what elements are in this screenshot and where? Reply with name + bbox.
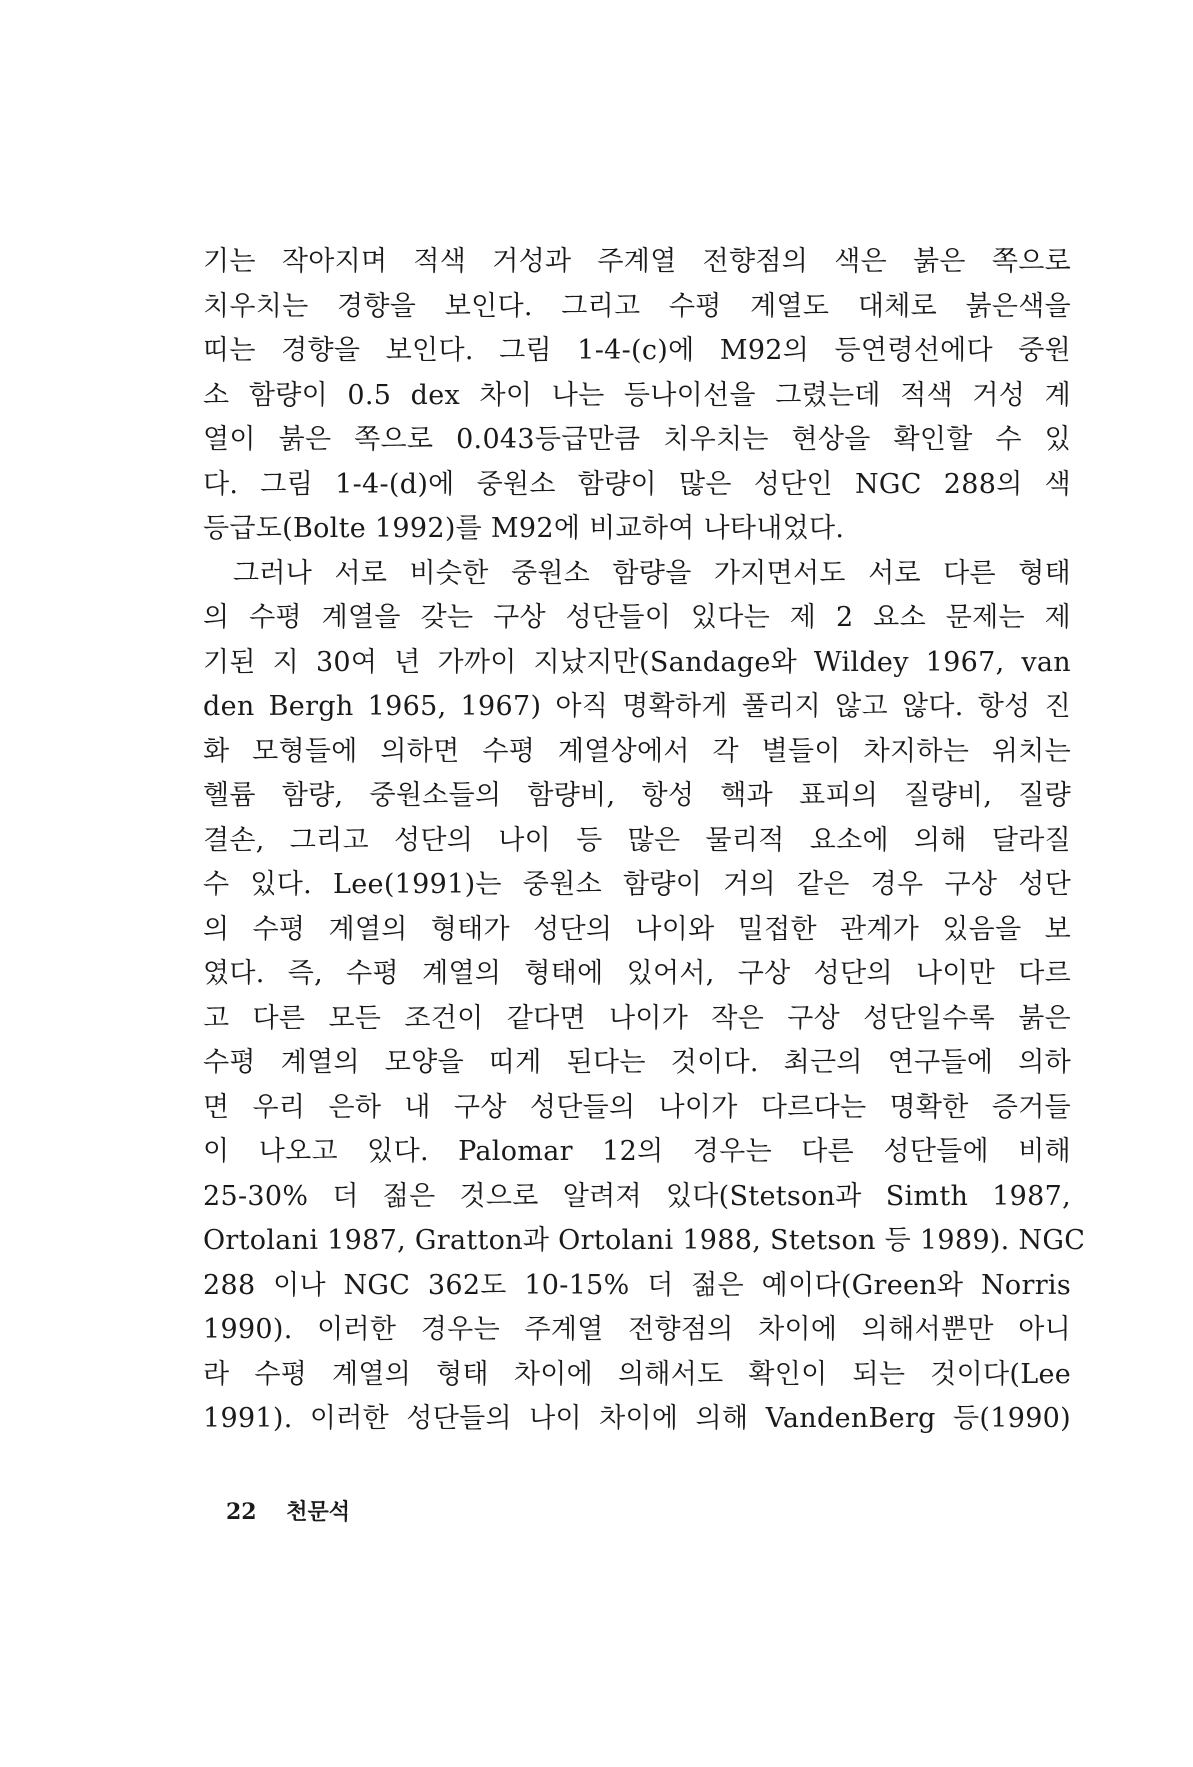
text-line: 1990). 이러한 경우는 주계열 전향점의 차이에 의해서뿐만 아니 bbox=[203, 1314, 1071, 1345]
text-line: 열이 붉은 쪽으로 0.043등급만큼 치우치는 현상을 확인할 수 있 bbox=[203, 424, 1071, 455]
text-line: 1991). 이러한 성단들의 나이 차이에 의해 VandenBerg 등(1990) bbox=[203, 1403, 1071, 1434]
text-line: 결손, 그리고 성단의 나이 등 많은 물리적 요소에 의해 달라질 bbox=[203, 824, 1071, 856]
text-line: 헬륨 함량, 중원소들의 함량비, 항성 핵과 표피의 질량비, 질량 bbox=[203, 780, 1071, 811]
running-title: 천문석 bbox=[286, 1499, 351, 1525]
text-line: 의 수평 계열의 형태가 성단의 나이와 밀접한 관계가 있음을 보 bbox=[203, 913, 1071, 945]
text-line: 288 이나 NGC 362도 10-15% 더 젊은 예이다(Green와 Norris bbox=[203, 1269, 1071, 1301]
text-line: 수평 계열의 모양을 띠게 된다는 것이다. 최근의 연구들에 의하 bbox=[203, 1047, 1071, 1078]
text-line: 고 다른 모든 조건이 같다면 나이가 작은 구상 성단일수록 붉은 bbox=[203, 1002, 1071, 1034]
text-line: 기는 작아지며 적색 거성과 주계열 전향점의 색은 붉은 쪽으로 bbox=[203, 246, 1071, 277]
text-line: 기된 지 30여 년 가까이 지났지만(Sandage와 Wildey 1967, van bbox=[203, 646, 1071, 678]
text-line: 그러나 서로 비슷한 중원소 함량을 가지면서도 서로 다른 형태 bbox=[233, 557, 1071, 589]
body-text bbox=[203, 240, 1086, 1442]
text-line: 띠는 경향을 보인다. 그림 1-4-(c)에 M92의 등연령선에다 중원 bbox=[203, 335, 1071, 366]
text-line: 화 모형들에 의하면 수평 계열상에서 각 별들이 차지하는 위치는 bbox=[203, 735, 1071, 767]
text-line: 등급도(Bolte 1992)를 M92에 비교하여 나타내었다. bbox=[203, 513, 845, 544]
page-footer bbox=[226, 1495, 350, 1526]
text-line: 치우치는 경향을 보인다. 그리고 수평 계열도 대체로 붉은색을 bbox=[203, 290, 1071, 322]
text-line: 수 있다. Lee(1991)는 중원소 함량이 거의 같은 경우 구상 성단 bbox=[203, 869, 1071, 900]
text-line: 소 함량이 0.5 dex 차이 나는 등나이선을 그렸는데 적색 거성 계 bbox=[203, 379, 1071, 411]
text-line: 면 우리 은하 내 구상 성단들의 나이가 다르다는 명확한 증거들 bbox=[203, 1091, 1071, 1123]
page-number: 22 bbox=[226, 1499, 257, 1525]
text-line: 의 수평 계열을 갖는 구상 성단들이 있다는 제 2 요소 문제는 제 bbox=[203, 602, 1071, 633]
text-line: 라 수평 계열의 형태 차이에 의해서도 확인이 되는 것이다(Lee bbox=[203, 1358, 1071, 1390]
text-line: Ortolani 1987, Gratton과 Ortolani 1988, Stetson 등 1989). NGC bbox=[203, 1225, 1086, 1256]
text-line: 였다. 즉, 수평 계열의 형태에 있어서, 구상 성단의 나이만 다르 bbox=[203, 958, 1071, 989]
text-line: 다. 그림 1-4-(d)에 중원소 함량이 많은 성단인 NGC 288의 색 bbox=[203, 468, 1071, 500]
paragraph-1 bbox=[203, 240, 1071, 552]
text-line: 25-30% 더 젊은 것으로 알려져 있다(Stetson과 Simth 1987, bbox=[203, 1180, 1071, 1212]
text-line: 이 나오고 있다. Palomar 12의 경우는 다른 성단들에 비해 bbox=[203, 1136, 1071, 1167]
text-line: den Bergh 1965, 1967) 아직 명확하게 풀리지 않고 않다. 항성 진 bbox=[203, 691, 1071, 722]
paragraph-2 bbox=[203, 552, 1086, 1442]
